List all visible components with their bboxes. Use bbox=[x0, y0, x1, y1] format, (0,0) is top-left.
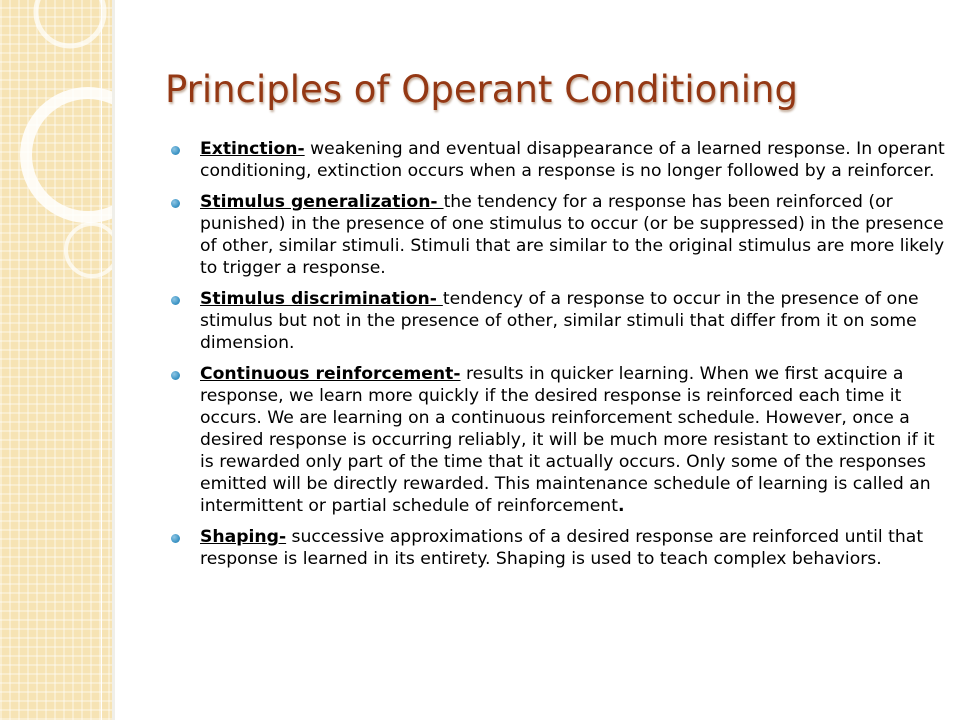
bullet-icon bbox=[171, 296, 180, 305]
decorative-circles bbox=[0, 0, 112, 720]
term-label: Shaping- bbox=[200, 527, 287, 547]
list-item-shaping bbox=[168, 526, 948, 570]
term-label: Extinction- bbox=[200, 139, 305, 159]
bullet-icon bbox=[171, 371, 180, 380]
definition-text: results in quicker learning. When we first acquire a response, we learn more quickly if the desired response is reinforced each time it occurs. We are learning on a continuous reinforcement schedule. However, once a desired response is occurring reliably, it will be much more resistant to extinction if it is rewarded only part of the time that it actually occurs. Only some of the responses emitted will be directly rewarded. This maintenance schedule of learning is called an intermittent or partial schedule of reinforcement bbox=[200, 364, 935, 516]
bullet-icon bbox=[171, 146, 180, 155]
term-label: Stimulus generalization- bbox=[200, 192, 444, 212]
definition-end-period: . bbox=[617, 496, 625, 516]
term-label: Stimulus discrimination- bbox=[200, 289, 443, 309]
slide-title: Principles of Operant Conditioning bbox=[165, 68, 798, 111]
deco-circle-top bbox=[36, 0, 104, 46]
list-item-stimulus-discrimination bbox=[168, 288, 948, 354]
list-item-continuous-reinforcement bbox=[168, 363, 948, 517]
bullet-list bbox=[168, 138, 948, 579]
definition-text: successive approximations of a desired response are reinforced until that response is learned in its entirety. Shaping is used to teach complex behaviors. bbox=[200, 527, 924, 569]
definition-text: the tendency for a response has been reinforced (or punished) in the presence of one stimulus to occur (or be suppressed) in the presence of other, similar stimuli. Stimuli that are similar to the original stimulus are more likely to trigger a response. bbox=[200, 192, 945, 278]
list-item-stimulus-generalization bbox=[168, 191, 948, 279]
decorative-side-panel bbox=[0, 0, 112, 720]
side-panel-edge bbox=[112, 0, 115, 720]
definition-text: tendency of a response to occur in the presence of one stimulus but not in the presence of other, similar stimuli that differ from it on some dimension. bbox=[200, 289, 919, 353]
term-label: Continuous reinforcement- bbox=[200, 364, 461, 384]
bullet-icon bbox=[171, 199, 180, 208]
deco-circle-small bbox=[66, 224, 112, 276]
deco-circle-large bbox=[26, 93, 112, 217]
list-item-extinction bbox=[168, 138, 948, 182]
definition-text: weakening and eventual disappearance of a learned response. In operant conditioning, extinction occurs when a response is no longer followed by a reinforcer. bbox=[200, 139, 945, 181]
bullet-icon bbox=[171, 534, 180, 543]
